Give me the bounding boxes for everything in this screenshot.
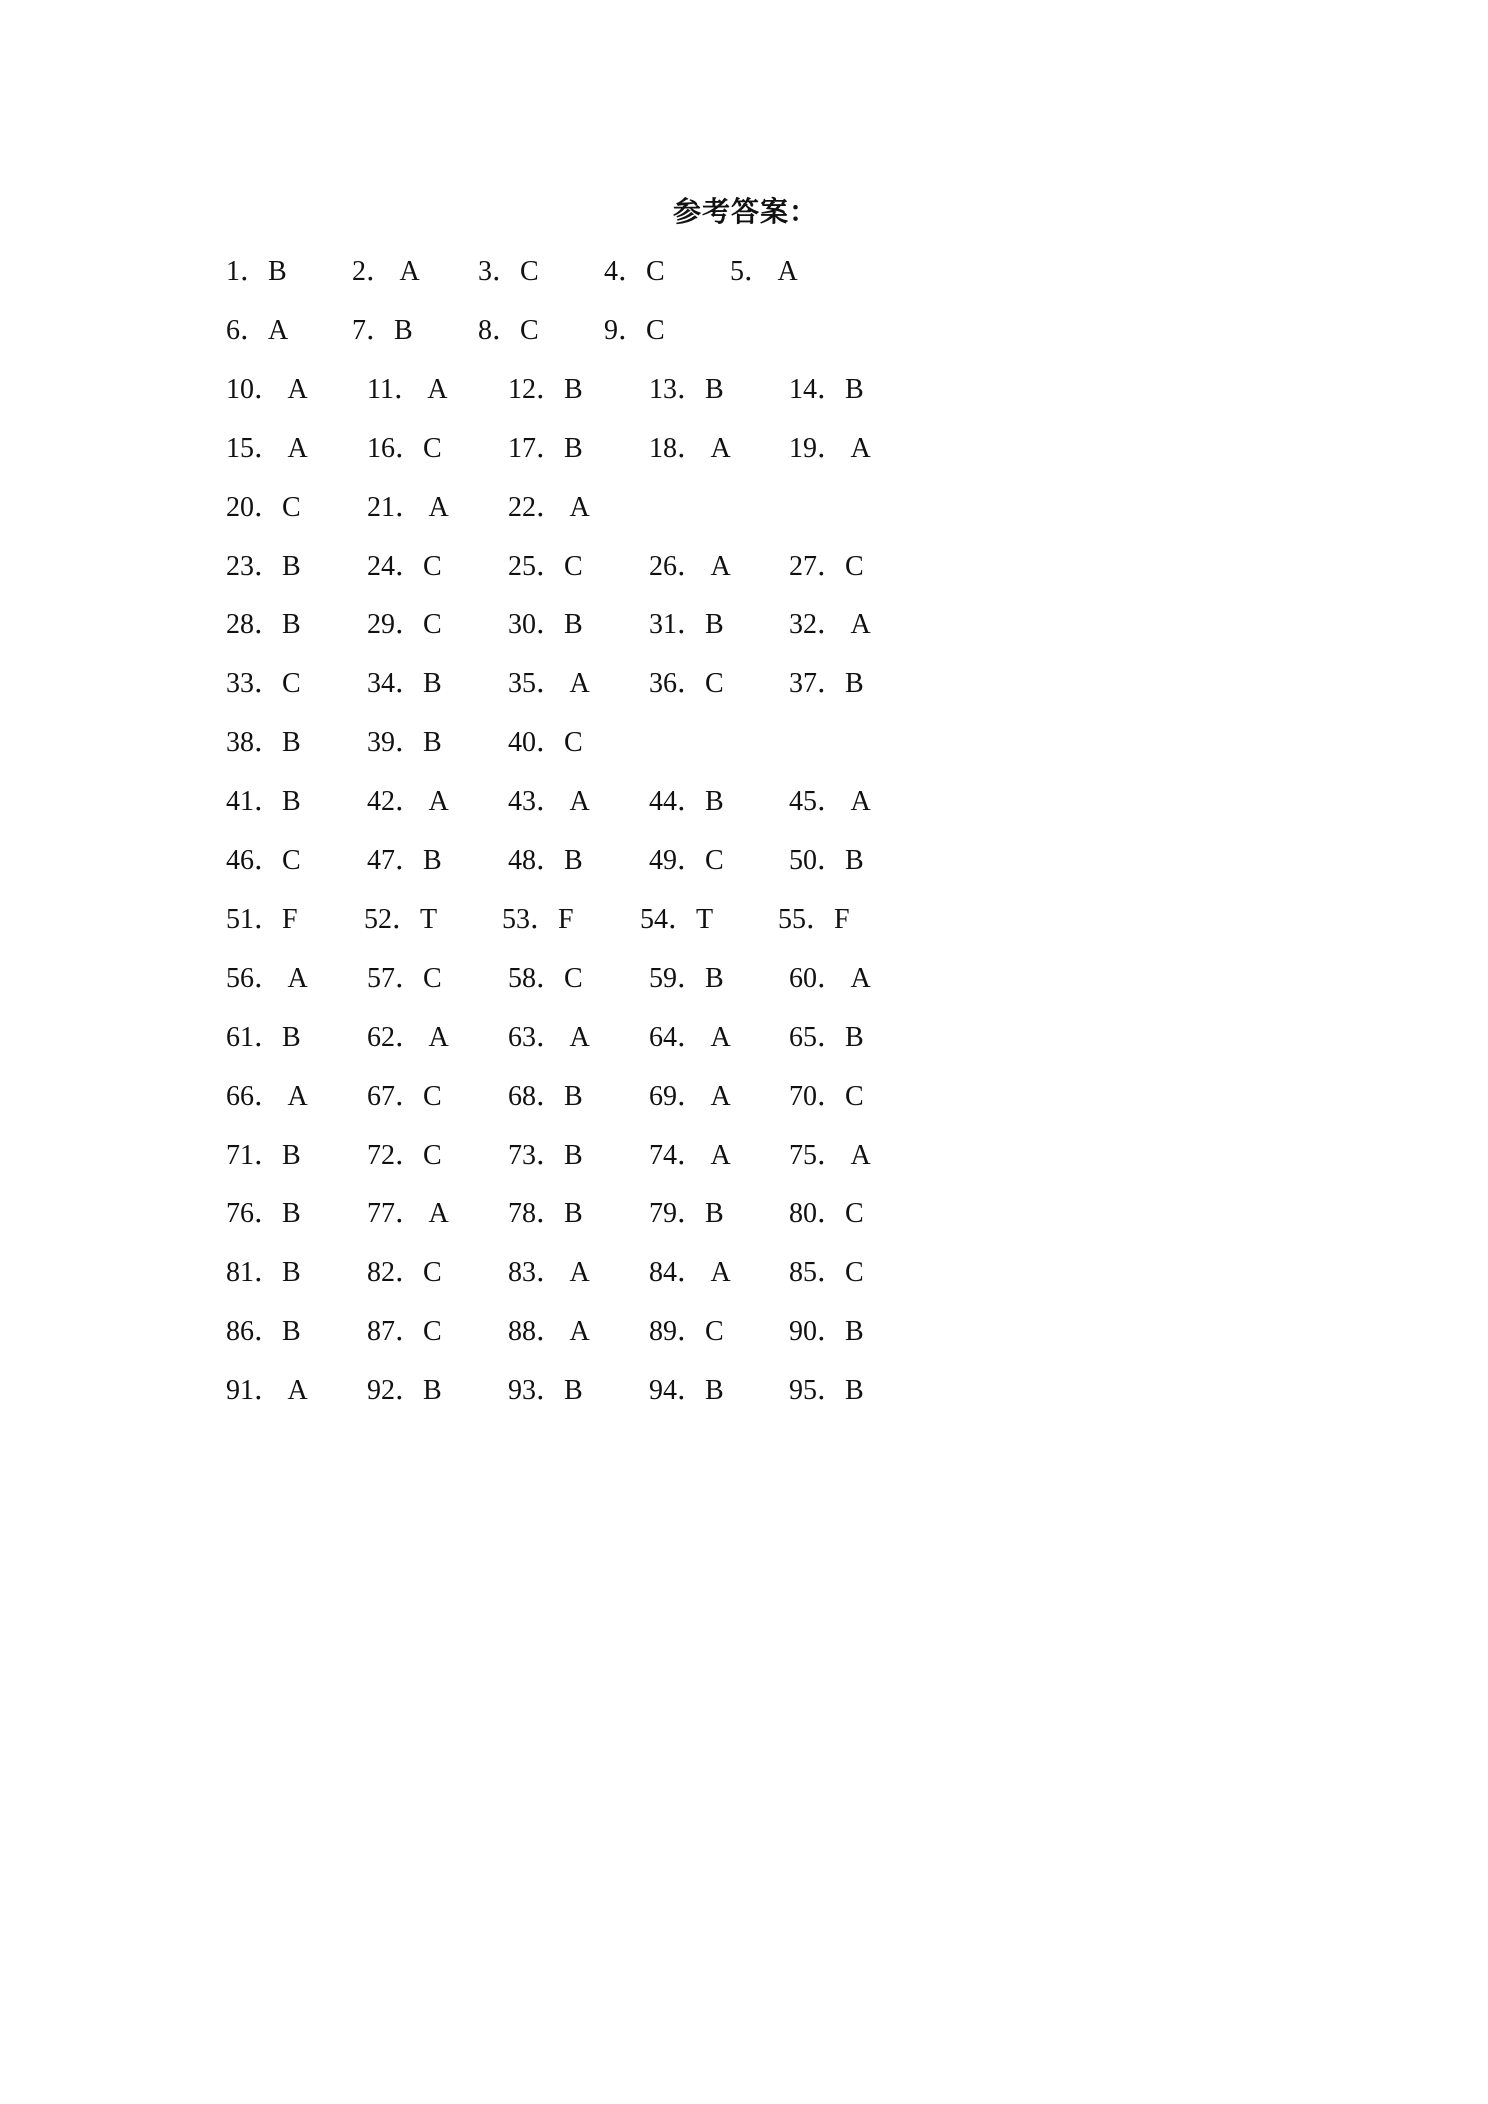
answer-item: 33．C (226, 668, 301, 700)
answer-row (0, 959, 1488, 999)
answer-row (0, 1253, 1488, 1293)
answer-item: 85．C (789, 1257, 864, 1289)
answer-item: 51．F (226, 903, 298, 935)
answer-item: 16．C (367, 432, 442, 464)
answer-item: 55．F (778, 903, 850, 935)
answer-item: 64． A (649, 1021, 731, 1053)
answer-item: 25．C (508, 550, 583, 582)
answer-item: 83． A (508, 1257, 590, 1289)
answer-row (0, 1136, 1488, 1176)
answer-item: 35． A (508, 668, 590, 700)
answer-item: 60． A (789, 962, 871, 994)
answer-row (0, 547, 1488, 587)
answer-row (0, 311, 1488, 351)
answer-item: 93．B (508, 1375, 583, 1407)
answer-item: 78．B (508, 1198, 583, 1230)
answer-item: 71．B (226, 1139, 301, 1171)
answer-item: 34．B (367, 668, 442, 700)
answer-item: 59．B (649, 962, 724, 994)
answer-row (0, 1371, 1488, 1411)
answer-item: 23．B (226, 550, 301, 582)
answer-item: 11． A (367, 373, 448, 405)
answer-item: 29．C (367, 609, 442, 641)
answer-row (0, 1194, 1488, 1234)
page-title: 参考答案： (673, 195, 819, 228)
answer-item: 26． A (649, 550, 731, 582)
answer-row (0, 429, 1488, 469)
answer-item: 58．C (508, 962, 583, 994)
answer-item: 84． A (649, 1257, 731, 1289)
answer-item: 57．C (367, 962, 442, 994)
answer-item: 12．B (508, 373, 583, 405)
answer-row (0, 723, 1488, 763)
answer-item: 5． A (730, 256, 798, 287)
answer-item: 63． A (508, 1021, 590, 1053)
answer-item: 72．C (367, 1139, 442, 1171)
answer-item: 66． A (226, 1080, 308, 1112)
answer-item: 10． A (226, 373, 308, 405)
answer-item: 74． A (649, 1139, 731, 1171)
answer-item: 56． A (226, 962, 308, 994)
answer-item: 39．B (367, 727, 442, 759)
answer-item: 40．C (508, 727, 583, 759)
answer-row (0, 488, 1488, 528)
answer-item: 45． A (789, 786, 871, 818)
answer-item: 76．B (226, 1198, 301, 1230)
answer-item: 8．C (478, 314, 539, 346)
answer-item: 24．C (367, 550, 442, 582)
answer-item: 80．C (789, 1198, 864, 1230)
answer-item: 62． A (367, 1021, 449, 1053)
answer-item: 70．C (789, 1080, 864, 1112)
answer-item: 53．F (502, 903, 574, 935)
answer-item: 13．B (649, 373, 724, 405)
answer-item: 42． A (367, 786, 449, 818)
answer-item: 65．B (789, 1021, 864, 1053)
answer-row (0, 841, 1488, 881)
answer-item: 14．B (789, 373, 864, 405)
answer-item: 6．A (226, 314, 289, 346)
answer-item: 20．C (226, 491, 301, 523)
answer-item: 32． A (789, 609, 871, 641)
answer-row (0, 664, 1488, 704)
answer-row (0, 605, 1488, 645)
answer-item: 90．B (789, 1316, 864, 1348)
answer-item: 73．B (508, 1139, 583, 1171)
answer-item: 31．B (649, 609, 724, 641)
answer-item: 77． A (367, 1198, 449, 1230)
answer-item: 50．B (789, 845, 864, 876)
answer-item: 3．C (478, 256, 539, 287)
answer-item: 89．C (649, 1316, 724, 1348)
answer-item: 28．B (226, 609, 301, 641)
answer-item: 92．B (367, 1375, 442, 1407)
answer-item: 38．B (226, 727, 301, 759)
answer-item: 30．B (508, 609, 583, 641)
answer-row (0, 370, 1488, 410)
answer-item: 49．C (649, 845, 724, 876)
answer-item: 46．C (226, 845, 301, 876)
answer-item: 86．B (226, 1316, 301, 1348)
answer-item: 81．B (226, 1257, 301, 1289)
answer-item: 82．C (367, 1257, 442, 1289)
answer-row (0, 1077, 1488, 1117)
answer-item: 95．B (789, 1375, 864, 1407)
answer-item: 52．T (364, 903, 438, 935)
answer-item: 61．B (226, 1021, 301, 1053)
answer-item: 27．C (789, 550, 864, 582)
answer-item: 9．C (604, 314, 665, 346)
answer-item: 2． A (352, 256, 420, 287)
answer-item: 79．B (649, 1198, 724, 1230)
answer-item: 19． A (789, 432, 871, 464)
answer-item: 18． A (649, 432, 731, 464)
answer-item: 87．C (367, 1316, 442, 1348)
answer-row (0, 1018, 1488, 1058)
answer-item: 48．B (508, 845, 583, 876)
answer-item: 88． A (508, 1316, 590, 1348)
answer-row (0, 252, 1488, 292)
answer-item: 41．B (226, 786, 301, 818)
answer-item: 43． A (508, 786, 590, 818)
answer-item: 1．B (226, 256, 287, 287)
answer-item: 17．B (508, 432, 583, 464)
answer-row (0, 900, 1488, 940)
answer-item: 4．C (604, 256, 665, 287)
answer-item: 69． A (649, 1080, 731, 1112)
answer-item: 37．B (789, 668, 864, 700)
answer-item: 7．B (352, 314, 413, 346)
answer-item: 47．B (367, 845, 442, 876)
answer-row (0, 1312, 1488, 1352)
answer-item: 15． A (226, 432, 308, 464)
answer-item: 67．C (367, 1080, 442, 1112)
answer-item: 54．T (640, 903, 714, 935)
answer-row (0, 782, 1488, 822)
answer-item: 22． A (508, 491, 590, 523)
answer-item: 21． A (367, 491, 449, 523)
answer-item: 36．C (649, 668, 724, 700)
answer-item: 91． A (226, 1375, 308, 1407)
answer-item: 94．B (649, 1375, 724, 1407)
answer-item: 68．B (508, 1080, 583, 1112)
answer-item: 75． A (789, 1139, 871, 1171)
answer-item: 44．B (649, 786, 724, 818)
